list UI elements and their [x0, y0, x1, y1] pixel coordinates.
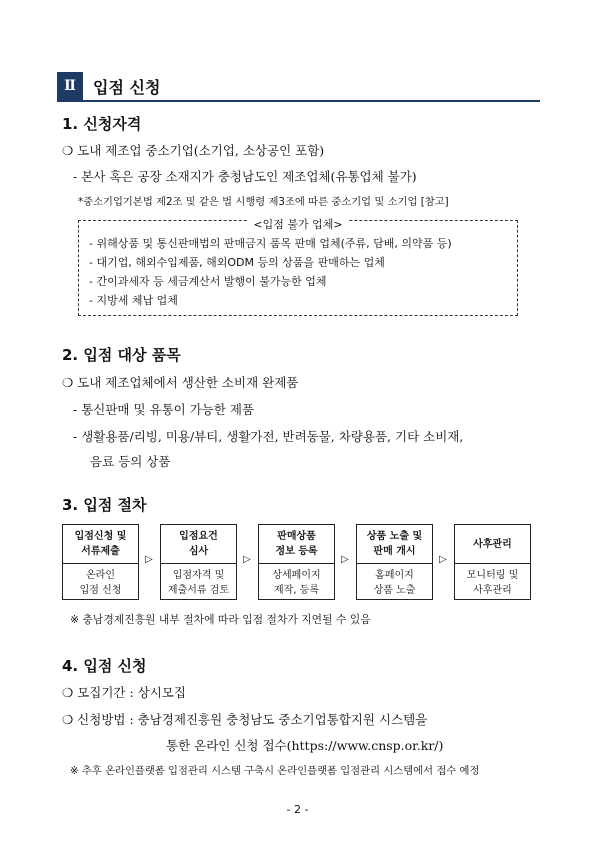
procedure-step — [454, 524, 531, 600]
heading-application: 4. 입점 신청 — [62, 657, 147, 675]
ineligible-box-title: <입점 불가 업체> — [247, 218, 348, 231]
step-desc: 온라인 — [86, 569, 115, 581]
step-desc: 사후관리 — [473, 584, 512, 596]
step-title: 상품 노출 및 — [366, 531, 423, 542]
step-title: 서류제출 — [81, 546, 120, 557]
step-title: 입점신청 및 — [74, 531, 127, 542]
arrow-right-icon: ▷ — [439, 554, 447, 565]
ineligible-box — [78, 220, 518, 316]
application-note: ※ 추후 온라인플랫폼 입점관리 시스템 구축시 온라인플랫폼 입점관리 시스템에서 접수 예정 — [70, 765, 480, 777]
procedure-step — [62, 524, 139, 600]
procedure-step — [258, 524, 335, 600]
ineligible-item: - 위해상품 및 통신판매법의 판매금지 품목 판매 업체(주류, 담배, 의약품 등) — [89, 237, 452, 250]
target-dash-2-cont: 음료 등의 상품 — [90, 454, 171, 469]
eligibility-note: *중소기업기본법 제2조 및 같은 법 시행령 제3조에 따른 중소기업 및 소기업 [참고] — [78, 196, 449, 208]
heading-eligibility: 1. 신청자격 — [62, 115, 142, 133]
procedure-step — [160, 524, 237, 600]
ineligible-item: - 지방세 체납 업체 — [89, 294, 178, 307]
eligibility-bullet: ❍ 도내 제조업 중소기업(소기업, 소상공인 포함) — [62, 143, 325, 158]
heading-target-products: 2. 입점 대상 품목 — [62, 346, 181, 364]
section-header — [57, 72, 540, 102]
step-desc: 모니터링 및 — [466, 569, 519, 581]
step-desc: 입점자격 및 — [172, 569, 225, 581]
arrow-right-icon: ▷ — [145, 554, 153, 565]
target-dash-2: - 생활용품/리빙, 미용/뷰티, 생활가전, 반려동물, 차량용품, 기타 소비재, — [73, 429, 464, 444]
application-method-cont: 통한 온라인 신청 접수(https://www.cnsp.or.kr/) — [166, 738, 444, 753]
procedure-flow — [62, 524, 532, 602]
section-title: 입점 신청 — [93, 78, 161, 97]
section-number: Ⅱ — [57, 72, 83, 100]
arrow-right-icon: ▷ — [243, 554, 251, 565]
eligibility-dash: - 본사 혹은 공장 소재지가 충청남도인 제조업체(유통업체 불가) — [73, 169, 417, 184]
application-method: ❍ 신청방법 : 충남경제진흥원 충청남도 중소기업통합지원 시스템을 — [62, 712, 428, 727]
step-title: 입점요건 — [179, 531, 218, 542]
step-title: 심사 — [188, 546, 209, 557]
ineligible-item: - 간이과세자 등 세금계산서 발행이 불가능한 업체 — [89, 275, 327, 288]
step-desc: 홈페이지 — [375, 569, 414, 581]
step-desc: 제출서류 검토 — [167, 584, 230, 596]
step-desc: 상품 노출 — [373, 584, 416, 596]
step-desc: 상세페이지 — [272, 569, 321, 581]
step-title: 판매 개시 — [373, 546, 416, 557]
step-title: 정보 등록 — [275, 546, 318, 557]
application-period: ❍ 모집기간 : 상시모집 — [62, 685, 186, 700]
step-title: 판매상품 — [277, 531, 316, 542]
procedure-step — [356, 524, 433, 600]
arrow-right-icon: ▷ — [341, 554, 349, 565]
target-dash-1: - 통신판매 및 유통이 가능한 제품 — [73, 402, 255, 417]
heading-procedure: 3. 입점 절차 — [62, 496, 147, 514]
page-number: - 2 - — [286, 803, 309, 816]
procedure-note: ※ 충남경제진흥원 내부 절차에 따라 입점 절차가 지연될 수 있음 — [70, 613, 371, 626]
step-title: 사후관리 — [473, 538, 512, 550]
target-bullet: ❍ 도내 제조업체에서 생산한 소비재 완제품 — [62, 375, 299, 390]
step-desc: 제작, 등록 — [274, 584, 319, 596]
ineligible-item: - 대기업, 해외수입제품, 해외ODM 등의 상품을 판매하는 업체 — [89, 256, 385, 269]
step-desc: 입점 신청 — [79, 584, 122, 596]
